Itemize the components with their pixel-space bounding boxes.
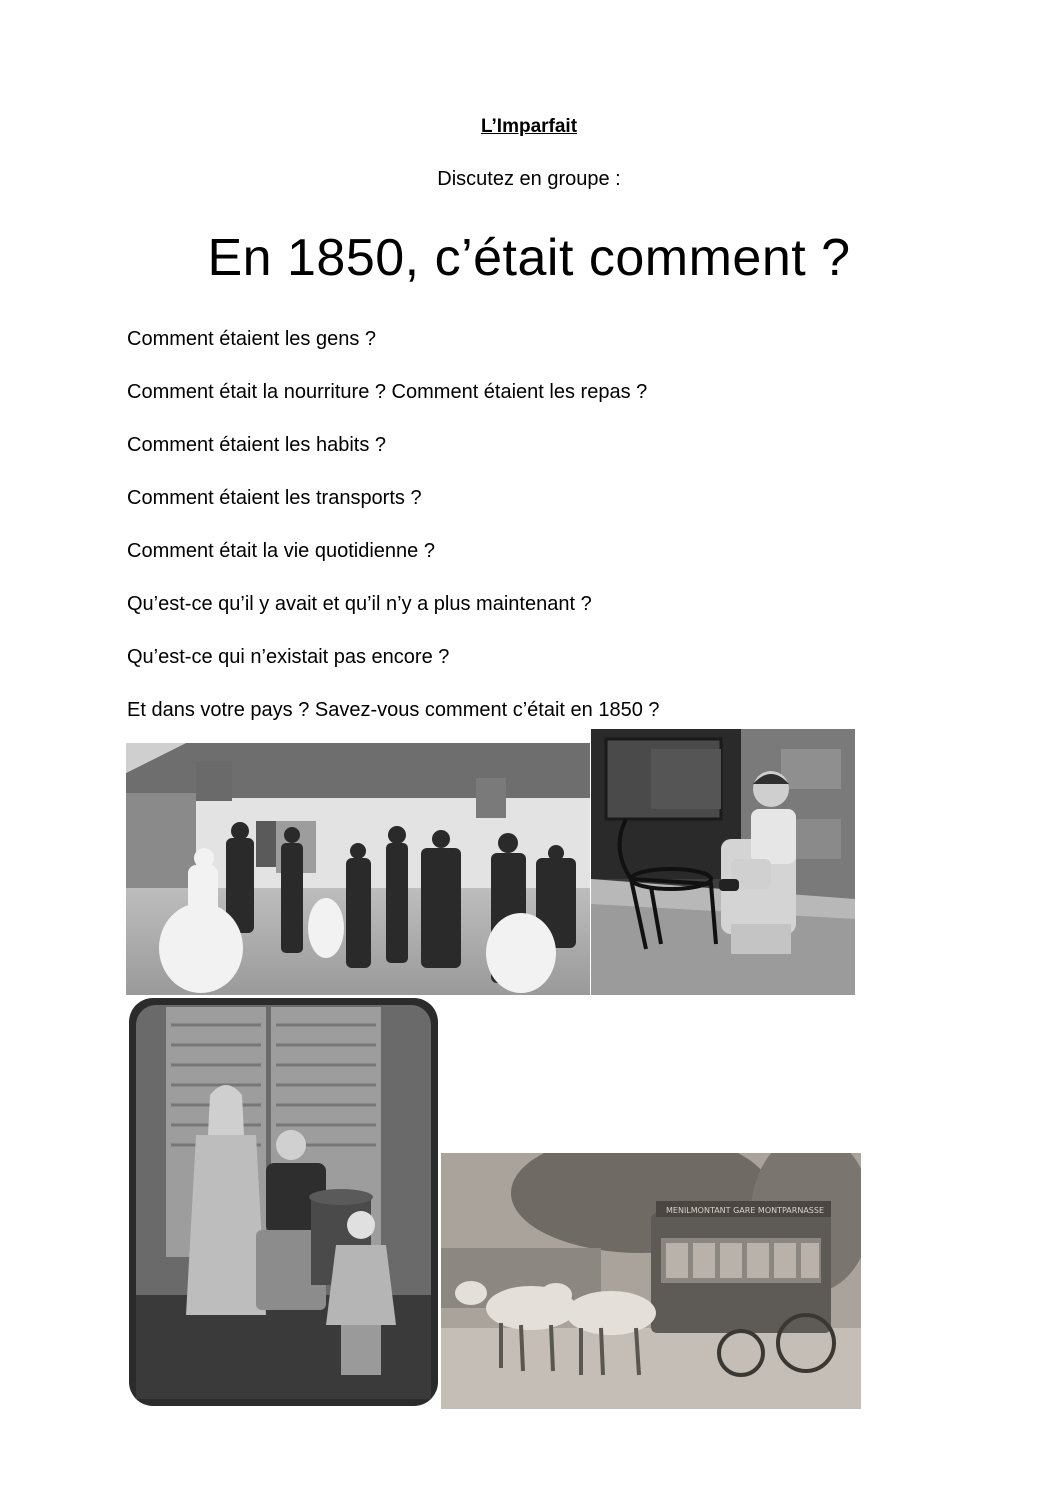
question-item: Comment étaient les transports ?: [127, 487, 422, 509]
daguerreotype-portrait-photo: [126, 995, 441, 1409]
omnibus-sign-text: MENILMONTANT GARE MONTPARNASSE: [666, 1206, 825, 1215]
question-item: Comment était la nourriture ? Comment étaient les repas ?: [127, 381, 648, 403]
document-subtitle: Discutez en groupe :: [437, 168, 621, 190]
document-title: L’Imparfait: [480, 116, 578, 137]
horse-omnibus-photo: [441, 1153, 861, 1409]
question-item: Qu’est-ce qu’il y avait et qu’il n’y a plus maintenant ?: [127, 593, 592, 615]
village-dance-photo: [126, 743, 590, 995]
question-item: Qu’est-ce qui n’existait pas encore ?: [127, 646, 450, 668]
document-heading: En 1850, c’était comment ?: [207, 229, 851, 287]
question-item: Et dans votre pays ? Savez-vous comment c’était en 1850 ?: [127, 699, 660, 721]
child-chair-photo: [591, 729, 855, 995]
question-item: Comment étaient les gens ?: [127, 328, 377, 350]
question-list: [127, 325, 660, 749]
question-item: Comment était la vie quotidienne ?: [127, 540, 435, 562]
question-item: Comment étaient les habits ?: [127, 434, 387, 456]
